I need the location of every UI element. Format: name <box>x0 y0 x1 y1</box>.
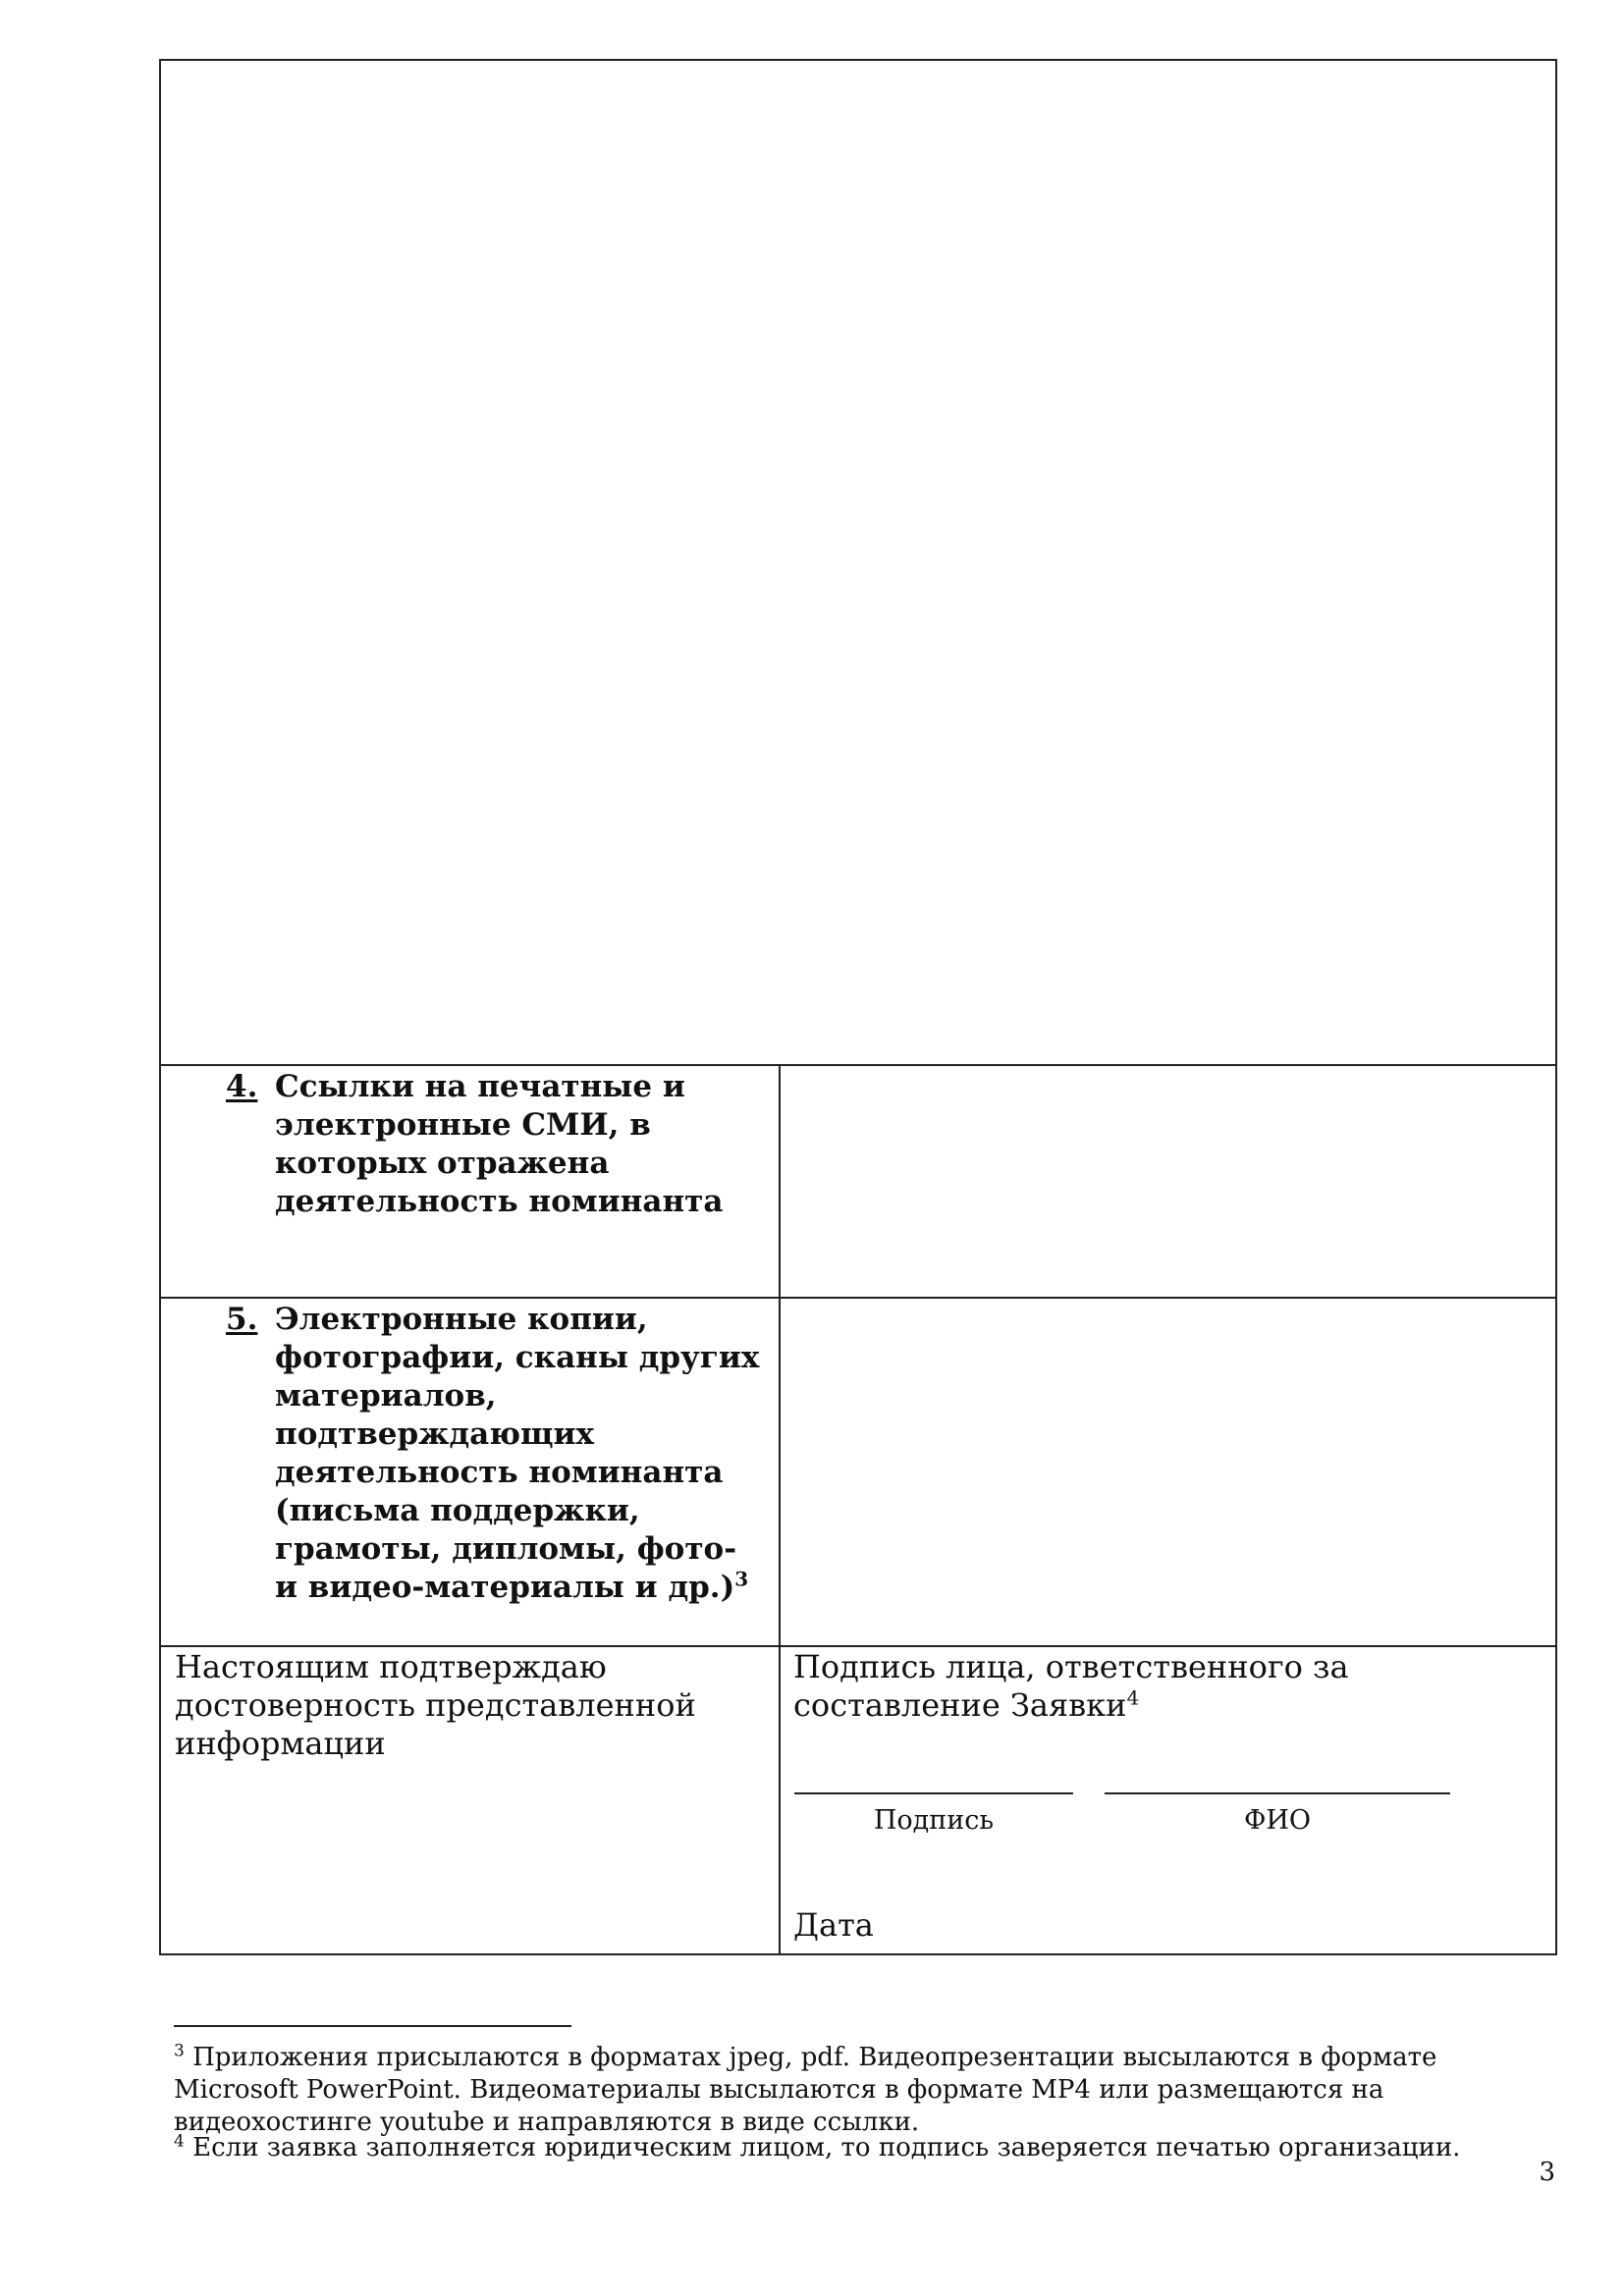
row-divider <box>161 1645 1555 1647</box>
footnote-4 <box>174 2132 1529 2164</box>
footnote-separator <box>174 2025 571 2027</box>
item-5-number: 5. <box>226 1302 258 1337</box>
item-4-label <box>226 1068 776 1221</box>
item-4-answer-cell[interactable] <box>781 1066 1555 1297</box>
footnote-4-mark: 4 <box>174 2131 185 2152</box>
signature-caption: Подпись <box>873 1805 995 1836</box>
name-caption: ФИО <box>1243 1805 1312 1836</box>
footnote-4-text: Если заявка заполняется юридическим лицом, то подпись заверяется печатью организации. <box>192 2133 1461 2163</box>
signature-line[interactable] <box>794 1792 1073 1794</box>
item-5-text-wrap <box>275 1301 766 1607</box>
item-4-number: 4. <box>226 1069 258 1104</box>
item-5-label <box>226 1301 776 1607</box>
footnote-3-mark: 3 <box>174 2041 185 2061</box>
signature-heading: Подпись лица, ответственного за составление Заявки <box>793 1648 1349 1724</box>
footnote-ref-4: 4 <box>1126 1685 1140 1710</box>
item-5-answer-cell[interactable] <box>781 1299 1555 1645</box>
name-line[interactable] <box>1105 1792 1450 1794</box>
date-label: Дата <box>793 1906 874 1944</box>
footnote-3-text: Приложения присылаются в форматах jpeg, pdf. Видеопрезентации высылаются в формате Microsoft PowerPoint. Видеоматериалы высылаются в формате MP4 или размещаются на видеохостинге youtube и направляются в виде ссылки. <box>174 2043 1437 2137</box>
footnote-ref-3: 3 <box>734 1567 749 1591</box>
footnote-3 <box>174 2042 1529 2139</box>
page-number: 3 <box>1539 2158 1555 2187</box>
signature-heading-wrap <box>793 1648 1540 1725</box>
application-form-table <box>159 59 1557 1955</box>
item-5-text: Электронные копии, фотографии, сканы других материалов, подтверждающих деятельность номинанта (письма поддержки, грамоты, дипломы, фото- и видео-материалы и др.) <box>275 1302 760 1605</box>
free-text-area[interactable] <box>161 61 1555 1062</box>
item-4-text: Ссылки на печатные и электронные СМИ, в которых отражена деятельность номинанта <box>275 1069 724 1219</box>
confirmation-text: Настоящим подтверждаю достоверность представленной информации <box>175 1648 696 1762</box>
